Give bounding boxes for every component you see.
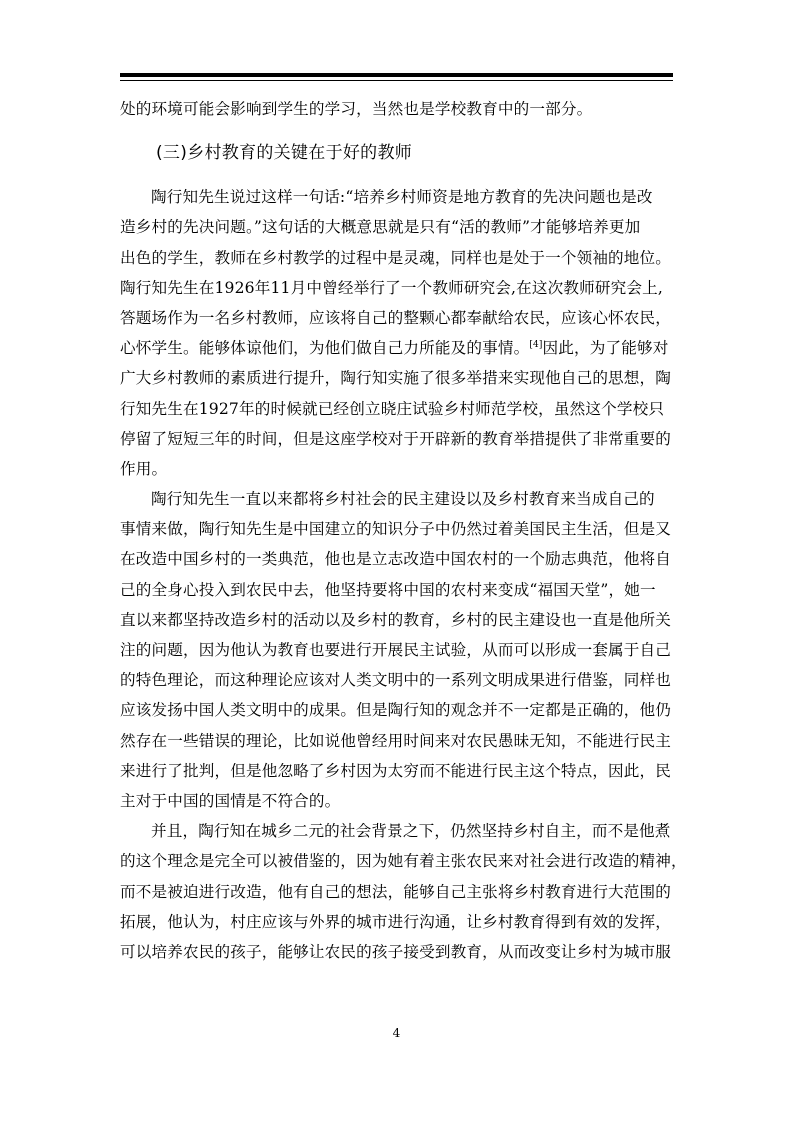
paragraph-line: 事情来做，陶行知先生是中国建立的知识分子中仍然过着美国民主生活，但是又	[120, 520, 672, 539]
paragraph-line: 然存在一些错误的理论，比如说他曾经用时间来对农民愚昧无知，不能进行民主	[120, 731, 672, 750]
paragraph-line: 行知先生在1927年的时候就已经创立晓庄试验乡村师范学校，虽然这个学校只	[120, 399, 665, 418]
paragraph-line: 应该发扬中国人类文明中的成果。但是陶行知的观念并不一定都是正确的，他仍	[120, 701, 672, 720]
header-rule-thin	[120, 80, 673, 81]
intro-line: 处的环境可能会影响到学生的学习，当然也是学校教育中的一部分。	[120, 100, 593, 118]
paragraph-line: 的特色理论，而这种理论应该对人类文明中的一系列文明成果进行借鉴，同样也	[120, 671, 672, 690]
paragraph-line: 停留了短短三年的时间，但是这座学校对于开辟新的教育举措提供了非常重要的	[120, 429, 672, 448]
paragraph-line: 广大乡村教师的素质进行提升，陶行知实施了很多举措来实现他自己的思想，陶	[120, 369, 672, 388]
section-heading: (三)乡村教育的关键在于好的教师	[156, 143, 413, 164]
paragraph-line: 主对于中国的国情是不符合的。	[120, 791, 341, 810]
paragraph-line: 拓展，他认为，村庄应该与外界的城市进行沟通，让乡村教育得到有效的发挥，	[120, 912, 672, 931]
paragraph-line: 陶行知先生在1926年11月中曾经举行了一个教师研究会,在这次教师研究会上,	[120, 278, 663, 297]
paragraph-line	[120, 333, 680, 363]
paragraph-line: 己的全身心投入到农民中去，他坚持要将中国的农村来变成“福国天堂”，她一	[120, 580, 656, 599]
paragraph-line: 造乡村的先决问题。”这句话的大概意思就是只有“活的教师”才能够培养更加	[120, 218, 641, 237]
paragraph-line: 陶行知先生一直以来都将乡村社会的民主建设以及乡村教育来当成自己的	[151, 490, 655, 509]
paragraph-1	[120, 182, 680, 484]
paragraph-line: 来进行了批判，但是他忽略了乡村因为太穷而不能进行民主这个特点，因此，民	[120, 761, 672, 780]
line-text: 心怀学生。能够体谅他们，为他们做自己力所能及的事情。	[120, 339, 530, 358]
paragraph-line: 作用。	[120, 459, 168, 478]
paragraph-line: 而不是被迫进行改造，他有自己的想法，能够自己主张将乡村教育进行大范围的	[120, 882, 672, 901]
paragraph-3	[120, 816, 687, 967]
header-rule-thick	[120, 73, 673, 77]
paragraph-line: 并且，陶行知在城乡二元的社会背景之下，仍然坚持乡村自主，而不是他煮	[151, 822, 671, 841]
paragraph-line: 在改造中国乡村的一类典范，他也是立志改造中国农村的一个励志典范，他将自	[120, 550, 672, 569]
page-body	[120, 94, 687, 967]
line-text: 因此，为了能够对	[542, 339, 669, 358]
paragraph-line: 陶行知先生说过这样一句话:“培养乡村师资是地方教育的先决问题也是改	[151, 188, 653, 207]
paragraph-line: 可以培养农民的孩子，能够让农民的孩子接受到教育，从而改变让乡村为城市服	[120, 942, 672, 961]
paragraph-line: 注的问题，因为他认为教育也要进行开展民主试验，从而可以形成一套属于自己	[120, 641, 672, 659]
paragraph-line: 的这个理念是完全可以被借鉴的，因为她有着主张农民来对社会进行改造的精神，	[120, 852, 687, 871]
citation-ref: [4]	[529, 339, 543, 350]
paragraph-line: 直以来都坚持改造乡村的活动以及乡村的教育，乡村的民主建设也一直是他所关	[120, 610, 672, 629]
paragraph-line: 出色的学生，教师在乡村教学的过程中是灵魂，同样也是处于一个领袖的地位。	[120, 248, 672, 267]
paragraph-2	[120, 484, 680, 816]
paragraph-line: 答题场作为一名乡村教师，应该将自己的整颗心都奉献给农民，应该心怀农民，	[120, 308, 672, 327]
page-number: 4	[392, 1026, 401, 1040]
